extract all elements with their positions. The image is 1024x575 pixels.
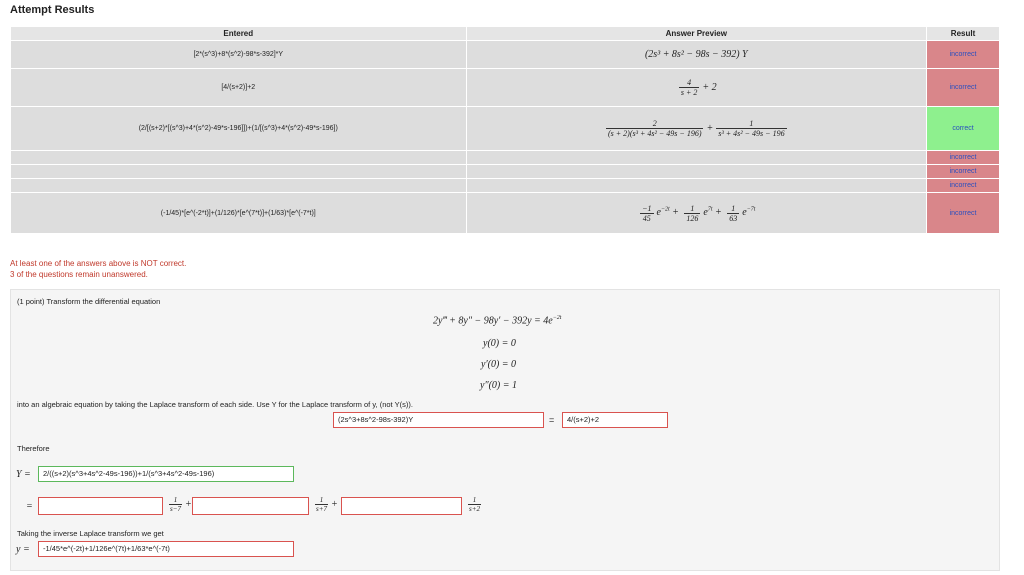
result-cell: correct [927,107,1000,151]
therefore-label: Therefore [17,444,50,453]
preview-cell [466,165,927,179]
partial-fraction-coefficient-3[interactable] [341,497,462,515]
preview-fraction: $\frac{-1}{45}$ [642,203,652,223]
result-cell: incorrect [927,41,1000,69]
preview-fraction: $\frac{2}{\text{(s + 2)(s³ + 4s² − 49s − 196)}}$ [607,119,702,138]
entered-cell [11,165,467,179]
preview-cell [466,151,927,165]
partial-fraction-3: $\frac{1}{s+2}$ [469,496,480,513]
inverse-transform-text: Taking the inverse Laplace transform we get [17,529,164,538]
preview-cell [466,179,927,193]
unanswered-message: 3 of the questions remain unanswered. [10,270,148,279]
entered-cell: (2/[(s+2)*[(s^3)+4*(s^2)-49*s-196]])+(1/[(s^3)+4*(s^2)-49*s-196]) [11,107,467,151]
preview-cell [466,107,927,151]
table-row [11,151,1000,165]
differential-equation: 2y‴ + $8y'' - 98y' - 392y = 4e^{-2t}$ [433,315,562,327]
table-row [11,107,1000,151]
equals-sign: = [549,415,555,425]
partial-fraction-1: $\frac{1}{s-7}$ + [170,496,192,513]
table-row [11,41,1000,69]
Y-solution-input[interactable]: 2/((s+2)(s^3+4s^2-49s-196))+1/(s^3+4s^2-49s-196) [38,466,294,482]
preview-cell: $\frac{-1}{45}$ $e^{-2t}$ + $\frac{1}{126}$ $e^{7t}$ + $\frac{1}{63}$ $e^{-7t}$ [466,193,927,234]
preview-cell [466,41,927,69]
result-cell: incorrect [927,165,1000,179]
table-row [11,69,1000,107]
entered-cell [11,151,467,165]
laplace-rhs-input[interactable]: 4/(s+2)+2 [562,412,668,428]
preview-cell [466,69,927,107]
partial-fraction-2: $\frac{1}{s+7}$ + [316,496,338,513]
entered-cell [11,179,467,193]
header-entered: Entered [11,27,467,41]
entered-cell: (-1/45)*[e^(-2*t)]+(1/126)*[e^(7*t)]+(1/63)*[e^(-7*t)] [11,193,467,234]
initial-condition-3: y″(0) = 1 [480,380,518,391]
table-row [11,179,1000,193]
problem-panel [10,289,1000,571]
partial-fraction-coefficient-1[interactable] [38,497,163,515]
preview-math: (2s³ + 8s² − 98s − 392) Y [644,49,748,60]
preview-fraction: $\frac{4}{s + 2}$ [680,78,698,97]
problem-instruction: into an algebraic equation by taking the Laplace transform of each side. Use Y for the Laplace transform of y, (not Y(s)). [17,400,413,409]
y-solution-input[interactable]: -1/45*e^(-2t)+1/126e^(7t)+1/63*e^(-7t) [38,541,294,557]
table-header-row [11,27,1000,41]
entered-cell: [2*(s^3)+8*(s^2)-98*s-392]*Y [11,41,467,69]
result-cell: incorrect [927,179,1000,193]
Y-equals-label: Y = [16,469,31,480]
table-row [11,193,1000,234]
preview-plus: + [706,122,714,134]
partial-fraction-equals: = [26,501,33,512]
header-result: Result [927,27,1000,41]
result-cell: incorrect [927,151,1000,165]
partial-fraction-coefficient-2[interactable] [192,497,309,515]
problem-intro: (1 point) Transform the differential equation [17,297,161,306]
preview-tail: + 2 [702,81,717,93]
result-cell: incorrect [927,69,1000,107]
page-title: Attempt Results [10,4,95,16]
y-equals-label: y = [16,544,30,555]
header-answer-preview: Answer Preview [466,27,927,41]
preview-fraction: $\frac{1}{63}$ [729,203,738,223]
initial-condition-1: y(0) = 0 [483,338,516,349]
entered-cell: [4/(s+2)]+2 [11,69,467,107]
results-table [10,26,1000,234]
result-cell: incorrect [927,193,1000,234]
preview-fraction: $\frac{1}{\text{s³ + 4s² − 49s − 196}}$ [718,119,785,138]
preview-fraction: $\frac{1}{126}$ [686,203,699,223]
not-correct-message: At least one of the answers above is NOT correct. [10,259,187,268]
initial-condition-2: y′(0) = 0 [481,359,517,370]
laplace-lhs-input[interactable]: (2s^3+8s^2-98s-392)Y [333,412,544,428]
table-row [11,165,1000,179]
